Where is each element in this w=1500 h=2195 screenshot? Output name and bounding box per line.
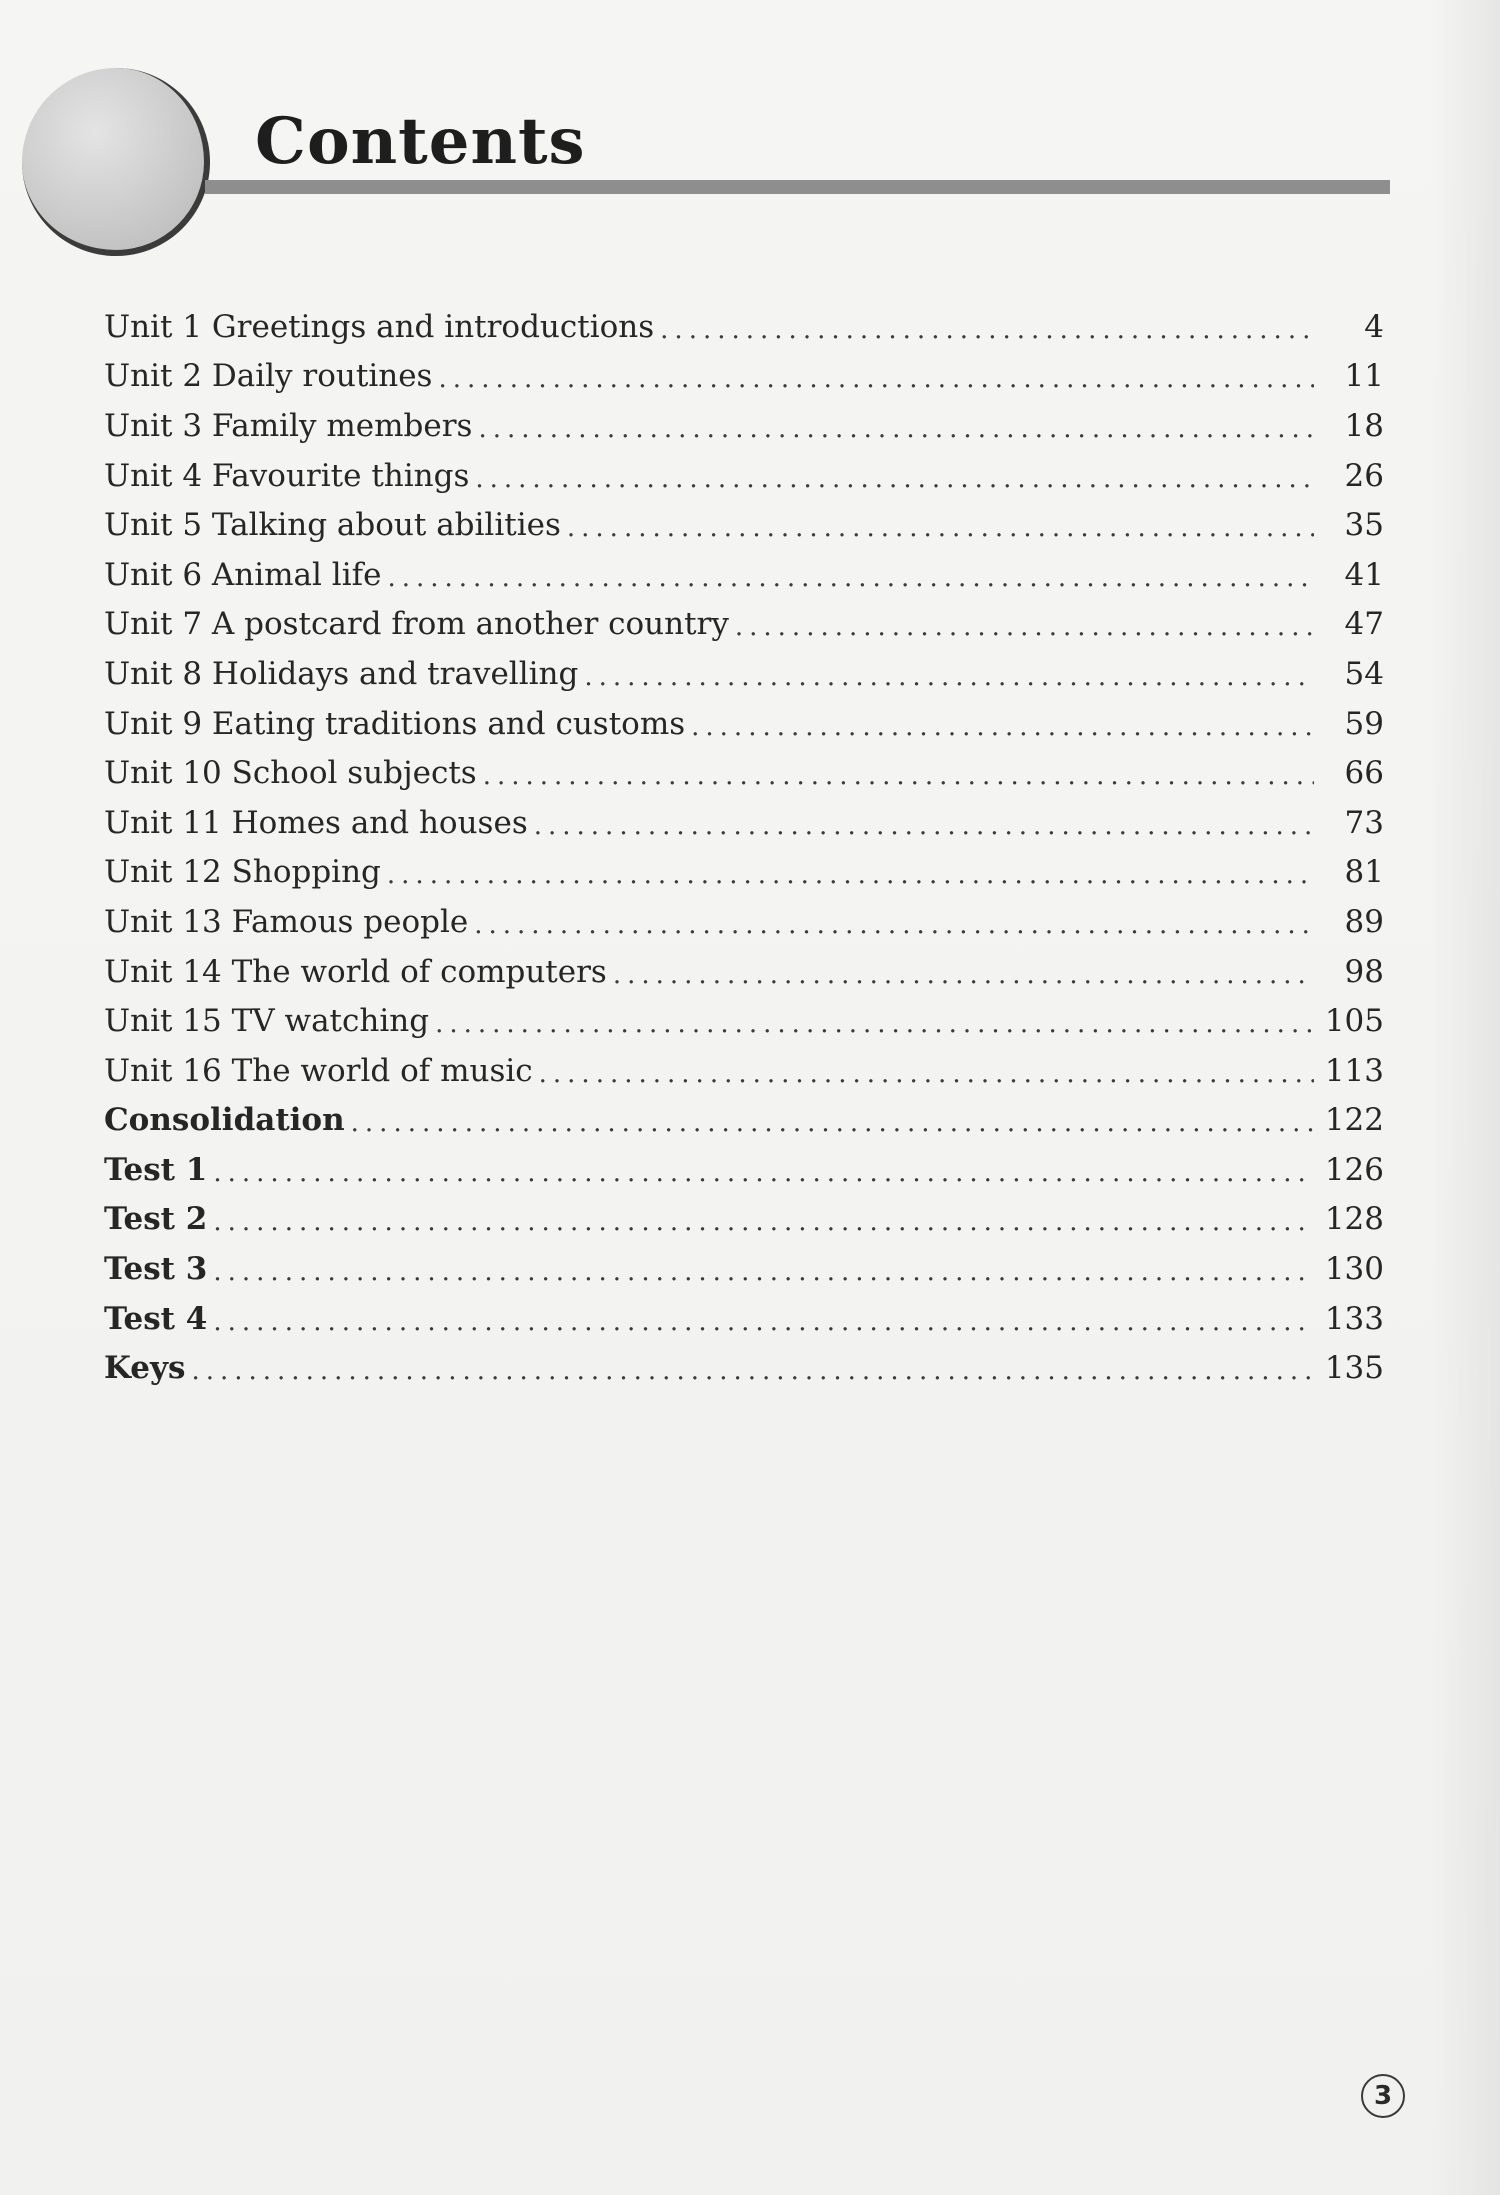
toc-entry[interactable] <box>104 451 1384 501</box>
toc-entry[interactable] <box>104 302 1384 352</box>
toc-entry-page: 4 <box>1364 308 1384 345</box>
toc-entry-label: Unit 9 Eating traditions and customs <box>104 705 686 742</box>
page-number-badge: 3 <box>1361 2074 1405 2118</box>
toc-entry-page: 41 <box>1344 556 1384 593</box>
toc-entry[interactable] <box>104 352 1384 402</box>
toc-entry-page: 35 <box>1344 507 1384 544</box>
toc-entry[interactable] <box>104 649 1384 699</box>
toc-leader-dots <box>539 1059 1314 1089</box>
toc-entry-page: 59 <box>1344 705 1384 742</box>
page-title: Contents <box>255 104 586 179</box>
toc-entry-page: 126 <box>1324 1151 1384 1188</box>
toc-leader-dots <box>474 910 1314 940</box>
toc-entry[interactable] <box>104 699 1384 749</box>
toc-entry-label: Test 2 <box>104 1201 208 1238</box>
toc-leader-dots <box>435 1009 1314 1039</box>
toc-entry-page: 73 <box>1344 804 1384 841</box>
toc-entry-page: 113 <box>1324 1052 1384 1089</box>
toc-entry-label: Unit 7 A postcard from another country <box>104 606 729 643</box>
toc-entry[interactable] <box>104 1145 1384 1195</box>
toc-entry-label: Test 4 <box>104 1300 208 1337</box>
toc-entry[interactable] <box>104 1195 1384 1245</box>
toc-entry[interactable] <box>104 1244 1384 1294</box>
toc-entry-label: Consolidation <box>104 1102 345 1139</box>
toc-entry-page: 81 <box>1344 854 1384 891</box>
toc-leader-dots <box>735 612 1314 642</box>
toc-entry[interactable] <box>104 401 1384 451</box>
header-rule <box>205 180 1390 194</box>
toc-entry[interactable] <box>104 848 1384 898</box>
toc-entry-label: Keys <box>104 1350 186 1387</box>
toc-entry-page: 11 <box>1344 358 1384 395</box>
toc-entry[interactable] <box>104 1294 1384 1344</box>
toc-entry-page: 122 <box>1324 1102 1384 1139</box>
toc-entry-label: Unit 13 Famous people <box>104 903 469 940</box>
toc-leader-dots <box>691 712 1314 742</box>
toc-entry[interactable] <box>104 996 1384 1046</box>
toc-entry-label: Unit 5 Talking about abilities <box>104 507 561 544</box>
toc-leader-dots <box>613 960 1314 990</box>
toc-entry[interactable] <box>104 1096 1384 1146</box>
page-edge-shadow <box>1430 0 1500 2195</box>
toc-entry-label: Unit 2 Daily routines <box>104 358 433 395</box>
toc-leader-dots <box>213 1307 1314 1337</box>
toc-leader-dots <box>191 1356 1314 1386</box>
toc-entry[interactable] <box>104 748 1384 798</box>
toc-leader-dots <box>483 761 1314 791</box>
toc-leader-dots <box>213 1207 1314 1237</box>
toc-entry-label: Unit 4 Favourite things <box>104 457 470 494</box>
toc-leader-dots <box>567 513 1314 543</box>
section-circle-icon <box>22 68 210 256</box>
toc-leader-dots <box>478 414 1314 444</box>
toc-leader-dots <box>660 315 1314 345</box>
toc-entry-page: 135 <box>1324 1350 1384 1387</box>
toc-entry[interactable] <box>104 550 1384 600</box>
toc-entry-page: 98 <box>1344 953 1384 990</box>
toc-entry-label: Test 3 <box>104 1251 208 1288</box>
toc-entry-label: Unit 15 TV watching <box>104 1003 430 1040</box>
toc-entry-page: 128 <box>1324 1201 1384 1238</box>
toc-leader-dots <box>475 464 1314 494</box>
toc-entry-label: Test 1 <box>104 1151 208 1188</box>
toc-entry-page: 26 <box>1344 457 1384 494</box>
toc-entry-page: 130 <box>1324 1251 1384 1288</box>
table-of-contents <box>104 302 1384 1393</box>
toc-entry-label: Unit 11 Homes and houses <box>104 804 528 841</box>
toc-leader-dots <box>351 1108 1314 1138</box>
toc-leader-dots <box>387 563 1314 593</box>
toc-entry[interactable] <box>104 1046 1384 1096</box>
toc-entry[interactable] <box>104 897 1384 947</box>
toc-entry[interactable] <box>104 600 1384 650</box>
toc-entry-page: 133 <box>1324 1300 1384 1337</box>
toc-entry-page: 18 <box>1344 407 1384 444</box>
toc-entry-label: Unit 10 School subjects <box>104 755 477 792</box>
toc-leader-dots <box>213 1158 1314 1188</box>
toc-leader-dots <box>213 1257 1314 1287</box>
toc-entry[interactable] <box>104 947 1384 997</box>
toc-leader-dots <box>387 860 1314 890</box>
toc-entry-label: Unit 3 Family members <box>104 407 473 444</box>
toc-entry-label: Unit 14 The world of computers <box>104 953 607 990</box>
toc-entry-label: Unit 12 Shopping <box>104 854 381 891</box>
toc-entry-page: 54 <box>1344 655 1384 692</box>
toc-leader-dots <box>584 662 1314 692</box>
toc-leader-dots <box>438 364 1314 394</box>
toc-entry-label: Unit 8 Holidays and travelling <box>104 655 579 692</box>
toc-entry[interactable] <box>104 1343 1384 1393</box>
toc-leader-dots <box>534 811 1314 841</box>
toc-entry-page: 105 <box>1324 1003 1384 1040</box>
toc-entry-page: 47 <box>1344 606 1384 643</box>
toc-entry[interactable] <box>104 798 1384 848</box>
toc-entry-label: Unit 6 Animal life <box>104 556 382 593</box>
toc-entry-page: 89 <box>1344 903 1384 940</box>
toc-entry-page: 66 <box>1344 755 1384 792</box>
toc-entry-label: Unit 16 The world of music <box>104 1052 533 1089</box>
toc-entry-label: Unit 1 Greetings and introductions <box>104 308 655 345</box>
toc-entry[interactable] <box>104 500 1384 550</box>
